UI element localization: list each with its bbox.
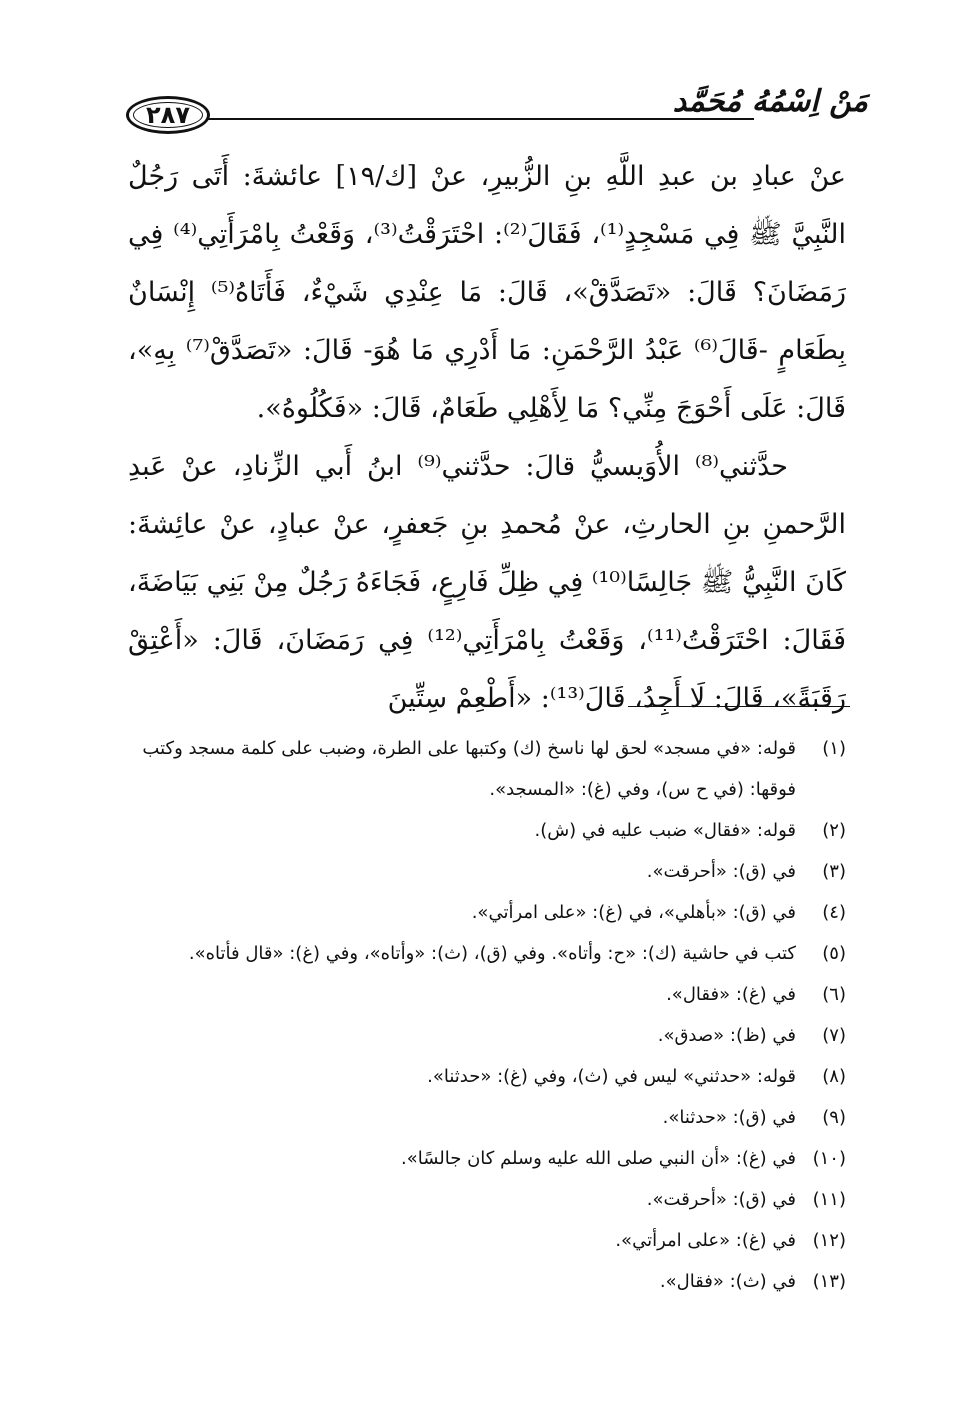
footnote-text: في (غ): «على امرأتي». (615, 1230, 796, 1251)
page-number: ٢٨٧ (146, 101, 190, 129)
footnote-text: قوله: «في مسجد» لحق لها ناسخ (ك) وكتبها على الطرة، وضبب على كلمة مسجد وكتب فوقها: (في ح س)، وفي (غ): «المسجد». (142, 738, 796, 800)
footnote-10 (128, 1138, 846, 1179)
footnote-9 (128, 1097, 846, 1138)
footnote-text: قوله: «فقال» ضبب عليه في (ش). (534, 820, 796, 841)
footnote-4 (128, 892, 846, 933)
footnote-text: في (ق): «أحرقت». (646, 861, 796, 882)
main-text (128, 148, 846, 728)
body-paragraph-2: حدَّثني⁽⁸⁾ الأُوَيسيُّ قالَ: حدَّثني⁽⁹⁾ ابنُ أَبي الزِّنادِ، عنْ عَبدِ الرَّحمنِ بنِ الحارثِ، عنْ مُحمدِ بنِ جَعفرٍ، عنْ عبادٍ، عنْ عائِشةَ: كَانَ النَّبِيُّ ﷺ جَالِسًا⁽¹⁰⁾ فِي ظِلِّ فَارِعٍ، فَجَاءَهُ رَجُلٌ مِنْ بَنِي بَيَاضَةَ، فَقَالَ: احْتَرَقْتُ⁽¹¹⁾، وَقَعْتُ بِامْرَأَتِي⁽¹²⁾ فِي رَمَضَانَ، قَالَ: «أَعْتِقْ رَقَبَةً»، قَالَ: لَا أَجِدُ، قَالَ⁽¹³⁾: «أَطْعِمْ سِتِّينَ (128, 451, 847, 714)
footnote-number: (٢) (822, 820, 846, 841)
footnote-text: في (غ): «فقال». (666, 984, 796, 1005)
footnote-number: (١٣) (812, 1271, 846, 1292)
footnote-number: (٤) (822, 902, 846, 923)
footnote-number: (١١) (812, 1189, 846, 1210)
footnote-number: (١) (822, 738, 846, 759)
footnote-text: كتب في حاشية (ك): «ح: وأتاه». وفي (ق)، (ث): «وأتاه»، وفي (غ): «قال فأتاه». (188, 943, 796, 964)
footnote-text: في (ظ): «صدق». (657, 1025, 796, 1046)
footnote-3 (128, 851, 846, 892)
footnote-8 (128, 1056, 846, 1097)
footnote-number: (١٠) (812, 1148, 846, 1169)
page-number-badge (126, 96, 210, 134)
body-paragraph-1: عنْ عبادِ بن عبدِ اللَّهِ بنِ الزُّبيرِ، عنْ [ك/١٩] عائشةَ: أَتَى رَجُلٌ النَّبِيَّ ﷺ فِي مَسْجِدٍ⁽¹⁾، فَقَالَ⁽²⁾: احْتَرَقْتُ⁽³⁾، وَقَعْتُ بِامْرَأَتِي⁽⁴⁾ فِي رَمَضَانَ؟ قَالَ: «تَصَدَّقْ»، قَالَ: مَا عِنْدِي شَيْءٌ، فَأَتَاهُ⁽⁵⁾ إِنْسَانٌ بِطَعَامٍ -قَالَ⁽⁶⁾ عَبْدُ الرَّحْمَنِ: مَا أَدْرِي مَا هُوَ- قَالَ: «تَصَدَّقْ⁽⁷⁾ بِهِ»، قَالَ: عَلَى أَحْوَجَ مِنِّي؟ مَا لِأَهْلِي طَعَامٌ، قَالَ: «فَكُلُوهُ». (128, 161, 847, 424)
running-title: مَنْ اِسْمُهُ مُحَمَّد (672, 84, 868, 119)
footnote-text: في (ق): «أحرقت». (646, 1189, 796, 1210)
footnote-text: في (ق): «بأهلي»، في (غ): «على امرأتي». (471, 902, 796, 923)
footnote-7 (128, 1015, 846, 1056)
footnote-text: في (ث): «فقال». (659, 1271, 796, 1292)
footnote-number: (٨) (822, 1066, 846, 1087)
footnote-12 (128, 1220, 846, 1261)
footnote-number: (١٢) (812, 1230, 846, 1251)
footnote-text: قوله: «حدثني» ليس في (ث)، وفي (غ): «حدثنا». (427, 1066, 796, 1087)
footnote-2 (128, 810, 846, 851)
footnote-11 (128, 1179, 846, 1220)
footnote-6 (128, 974, 846, 1015)
footnote-text: في (ق): «حدثنا». (662, 1107, 796, 1128)
footnote-number: (٣) (822, 861, 846, 882)
footnote-5 (128, 933, 846, 974)
footnote-13 (128, 1261, 846, 1302)
footnote-number: (٧) (822, 1025, 846, 1046)
footnotes-list (128, 728, 846, 1302)
footnote-text: في (غ): «أن النبي صلى الله عليه وسلم كان جالسًا». (400, 1148, 796, 1169)
footnote-number: (٥) (822, 943, 846, 964)
footnote-1 (128, 728, 846, 810)
footnote-number: (٩) (822, 1107, 846, 1128)
page-header (126, 78, 868, 138)
footnote-number: (٦) (822, 984, 846, 1005)
footnote-divider (628, 706, 850, 707)
header-rule (204, 118, 754, 120)
